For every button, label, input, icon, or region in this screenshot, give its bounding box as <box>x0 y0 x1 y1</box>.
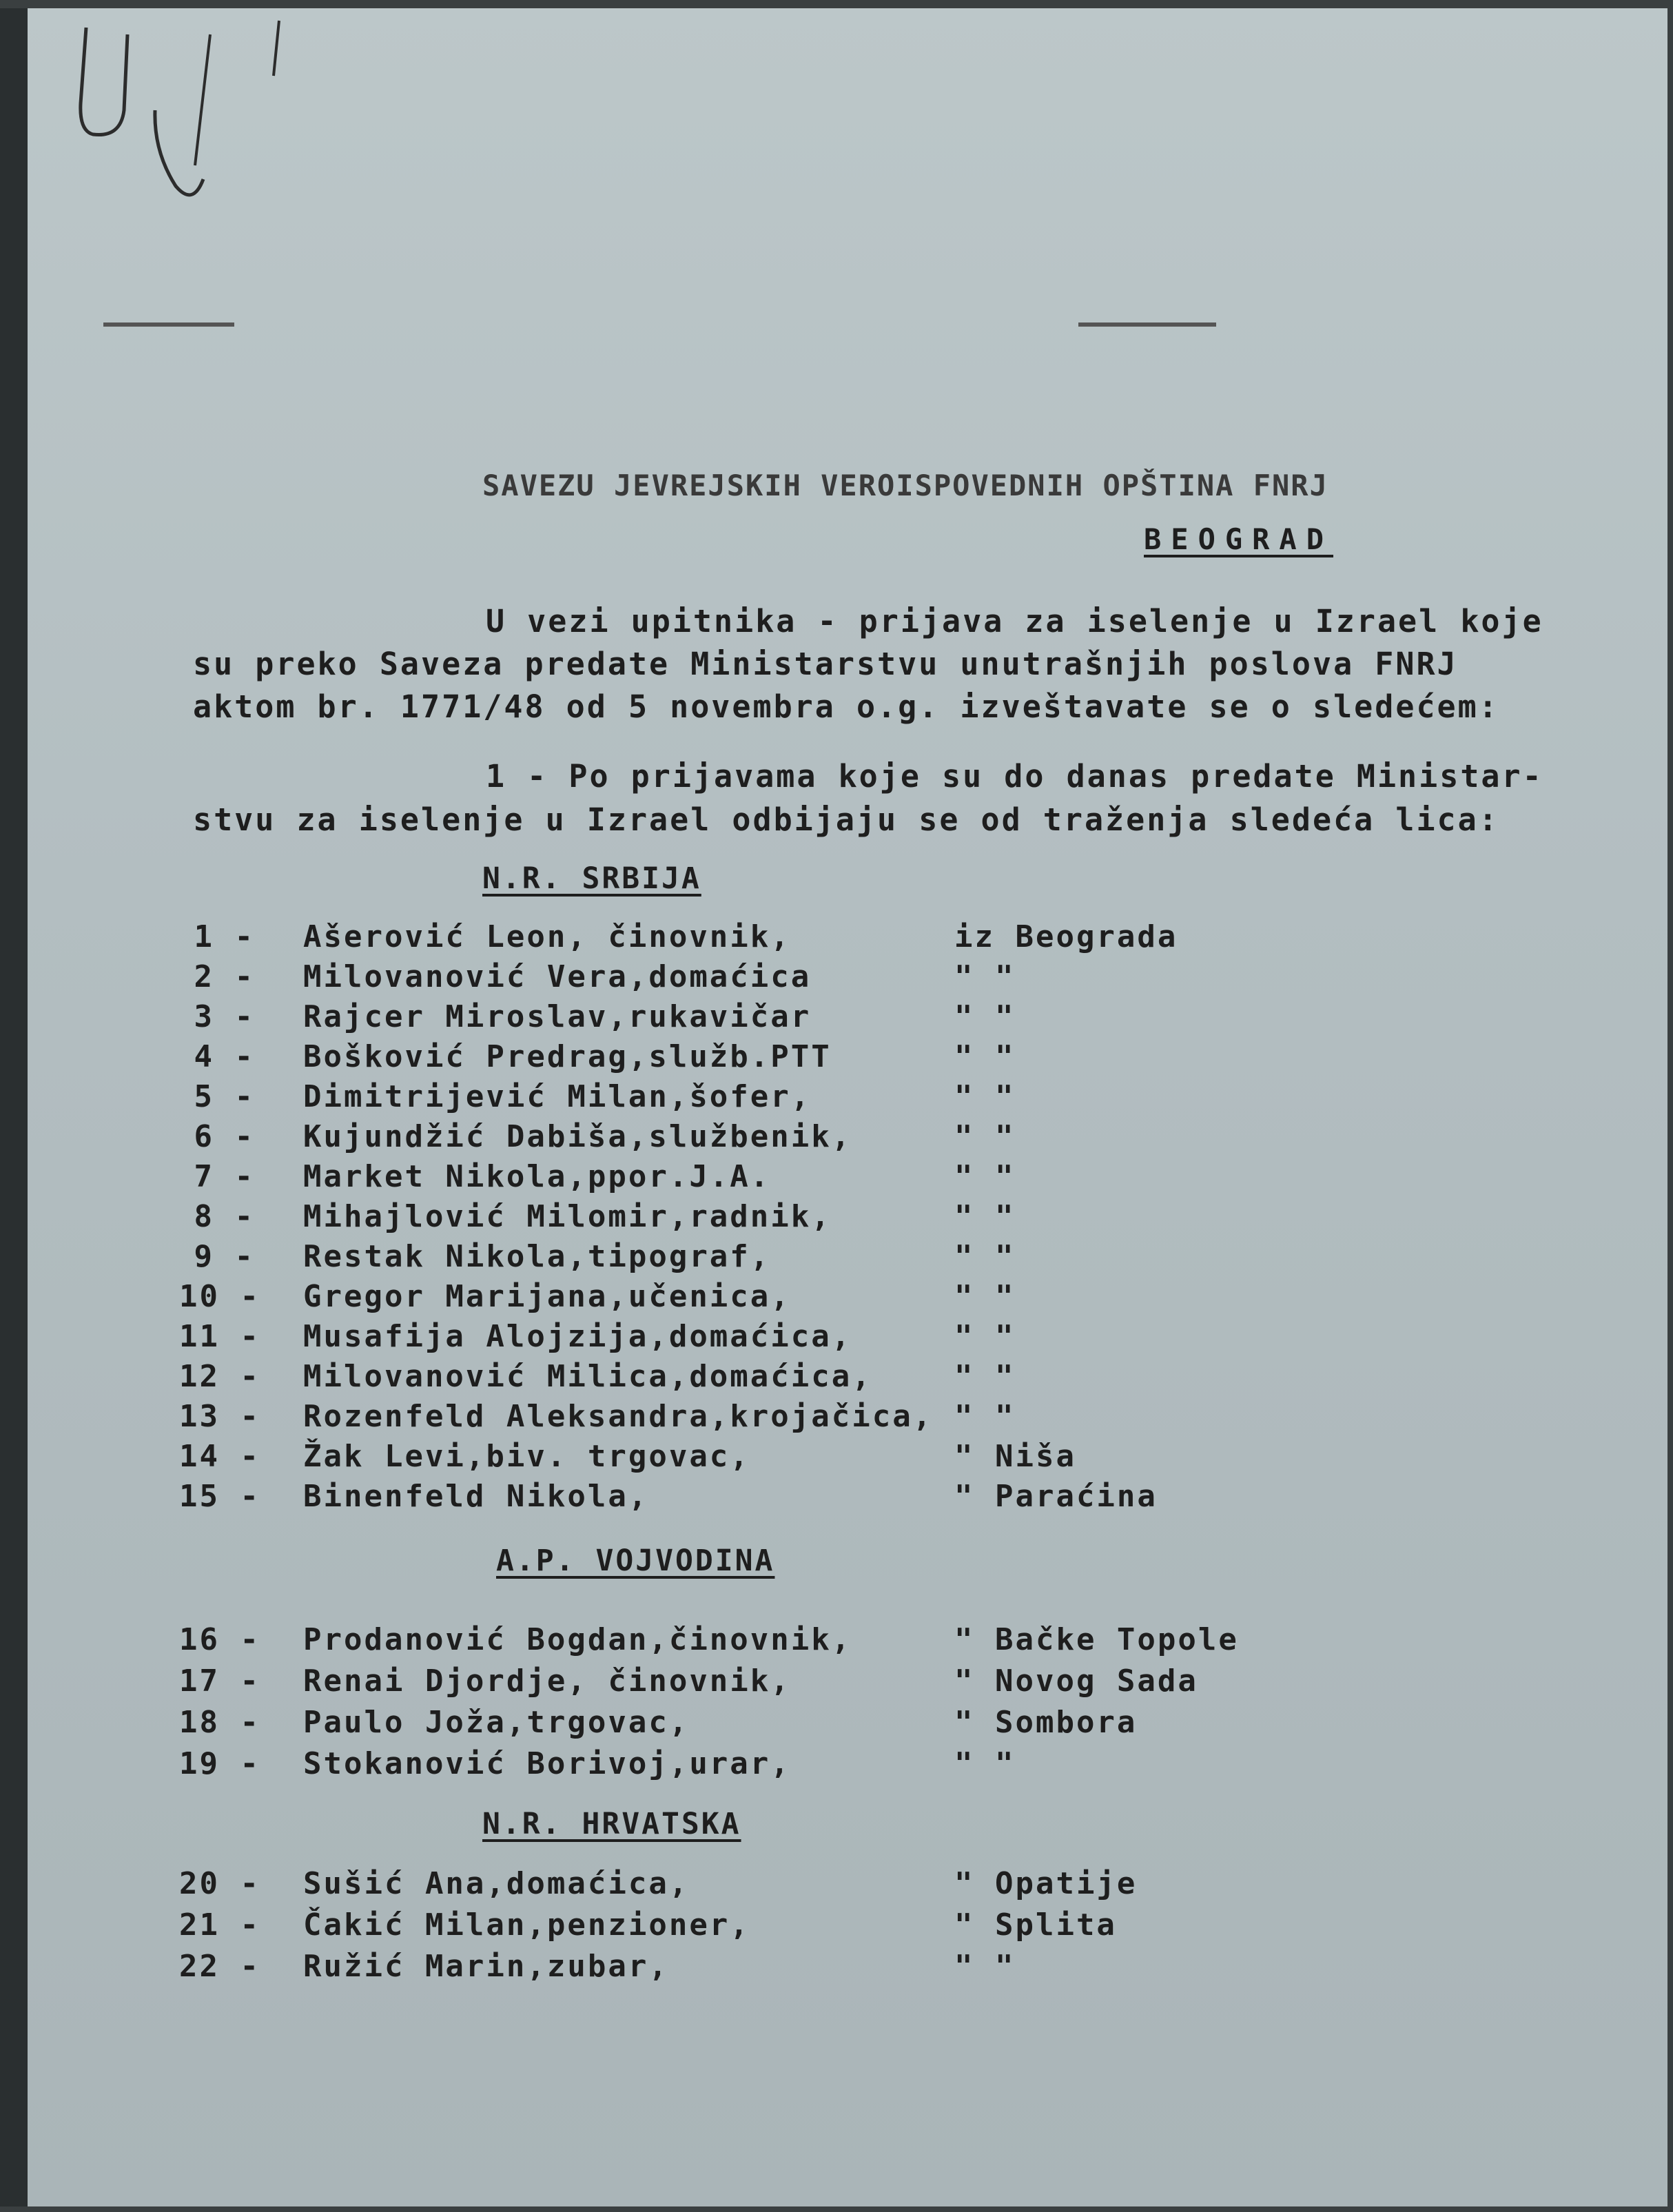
row-name: Musafija Alojzija,domaćica, <box>303 1319 852 1354</box>
row-number: 9 - <box>194 1239 255 1274</box>
row-name: Prodanović Bogdan,činovnik, <box>303 1622 852 1657</box>
row-name: Binenfeld Nikola, <box>303 1479 649 1514</box>
row-from: " Bačke Topole <box>954 1622 1239 1657</box>
intro-line-3: aktom br. 1771/48 od 5 novembra o.g. izveštavate se o sledećem: <box>193 688 1499 725</box>
scan-edge-right <box>1667 0 1673 2212</box>
row-from: " " <box>954 1746 1016 1781</box>
top-right-rule <box>1078 322 1216 327</box>
row-from: " Splita <box>954 1907 1117 1943</box>
row-number: 16 - <box>179 1622 260 1657</box>
row-from: " " <box>954 1079 1016 1114</box>
top-left-rule <box>103 322 234 327</box>
row-number: 19 - <box>179 1746 260 1781</box>
row-from: " Niša <box>954 1439 1076 1474</box>
row-from: " " <box>954 1399 1016 1434</box>
scan-edge-bottom <box>0 2206 1673 2212</box>
row-from: " " <box>954 1319 1016 1354</box>
row-number: 13 - <box>179 1399 260 1434</box>
row-name: Stokanović Borivoj,urar, <box>303 1746 791 1781</box>
row-from: " " <box>954 1239 1016 1274</box>
row-name: Paulo Joža,trgovac, <box>303 1705 690 1740</box>
row-name: Sušić Ana,domaćica, <box>303 1866 690 1901</box>
row-number: 14 - <box>179 1439 260 1474</box>
section-title-hrvatska: N.R. HRVATSKA <box>482 1807 741 1841</box>
row-from: " " <box>954 999 1016 1034</box>
row-number: 2 - <box>194 959 255 994</box>
row-name: Milovanović Vera,domaćica <box>303 959 812 994</box>
scan-edge-top <box>0 0 1673 8</box>
row-number: 12 - <box>179 1359 260 1394</box>
row-number: 5 - <box>194 1079 255 1114</box>
row-from: " " <box>954 1119 1016 1154</box>
row-number: 18 - <box>179 1705 260 1740</box>
row-number: 1 - <box>194 919 255 954</box>
row-name: Gregor Marijana,učenica, <box>303 1279 791 1314</box>
row-name: Rozenfeld Aleksandra,krojačica, <box>303 1399 934 1434</box>
row-number: 6 - <box>194 1119 255 1154</box>
row-name: Bošković Predrag,služb.PTT <box>303 1039 832 1074</box>
row-number: 15 - <box>179 1479 260 1514</box>
row-name: Žak Levi,biv. trgovac, <box>303 1439 750 1474</box>
row-from: " " <box>954 1199 1016 1234</box>
row-name: Restak Nikola,tipograf, <box>303 1239 771 1274</box>
row-name: Milovanović Milica,domaćica, <box>303 1359 872 1394</box>
handwritten-mark <box>72 14 293 214</box>
row-from: " " <box>954 1279 1016 1314</box>
row-number: 11 - <box>179 1319 260 1354</box>
row-from: iz Beograda <box>954 919 1178 954</box>
row-number: 22 - <box>179 1949 260 1984</box>
point-line-1: 1 - Po prijavama koje su do danas predate Ministar- <box>486 758 1543 795</box>
row-from: " " <box>954 1159 1016 1194</box>
intro-line-1: U vezi upitnika - prijava za iselenje u Izrael koje <box>486 603 1543 639</box>
row-name: Rajcer Miroslav,rukavičar <box>303 999 812 1034</box>
row-number: 21 - <box>179 1907 260 1943</box>
section-title-vojvodina: A.P. VOJVODINA <box>496 1544 775 1578</box>
row-from: " " <box>954 1949 1016 1984</box>
city-heading: BEOGRAD <box>1144 522 1334 556</box>
scan-edge-left <box>0 0 28 2212</box>
row-number: 4 - <box>194 1039 255 1074</box>
row-from: " " <box>954 959 1016 994</box>
row-name: Čakić Milan,penzioner, <box>303 1907 750 1943</box>
row-from: " Sombora <box>954 1705 1138 1740</box>
row-name: Mihajlović Milomir,radnik, <box>303 1199 832 1234</box>
row-number: 10 - <box>179 1279 260 1314</box>
row-from: " Opatije <box>954 1866 1138 1901</box>
row-from: " Paraćina <box>954 1479 1158 1514</box>
row-number: 7 - <box>194 1159 255 1194</box>
row-number: 20 - <box>179 1866 260 1901</box>
point-line-2: stvu za iselenje u Izrael odbijaju se od traženja sledeća lica: <box>193 801 1499 838</box>
row-from: " " <box>954 1359 1016 1394</box>
row-from: " Novog Sada <box>954 1663 1198 1699</box>
row-number: 17 - <box>179 1663 260 1699</box>
row-number: 8 - <box>194 1199 255 1234</box>
row-name: Dimitrijević Milan,šofer, <box>303 1079 812 1114</box>
row-name: Renai Djordje, činovnik, <box>303 1663 791 1699</box>
row-number: 3 - <box>194 999 255 1034</box>
addressee: SAVEZU JEVREJSKIH VEROISPOVEDNIH OPŠTINA FNRJ <box>482 469 1328 502</box>
section-title-srbija: N.R. SRBIJA <box>482 861 701 896</box>
intro-line-2: su preko Saveza predate Ministarstvu unutrašnjih poslova FNRJ <box>193 646 1458 682</box>
row-name: Ružić Marin,zubar, <box>303 1949 669 1984</box>
row-name: Ašerović Leon, činovnik, <box>303 919 791 954</box>
row-name: Kujundžić Dabiša,službenik, <box>303 1119 852 1154</box>
row-name: Market Nikola,ppor.J.A. <box>303 1159 771 1194</box>
row-from: " " <box>954 1039 1016 1074</box>
